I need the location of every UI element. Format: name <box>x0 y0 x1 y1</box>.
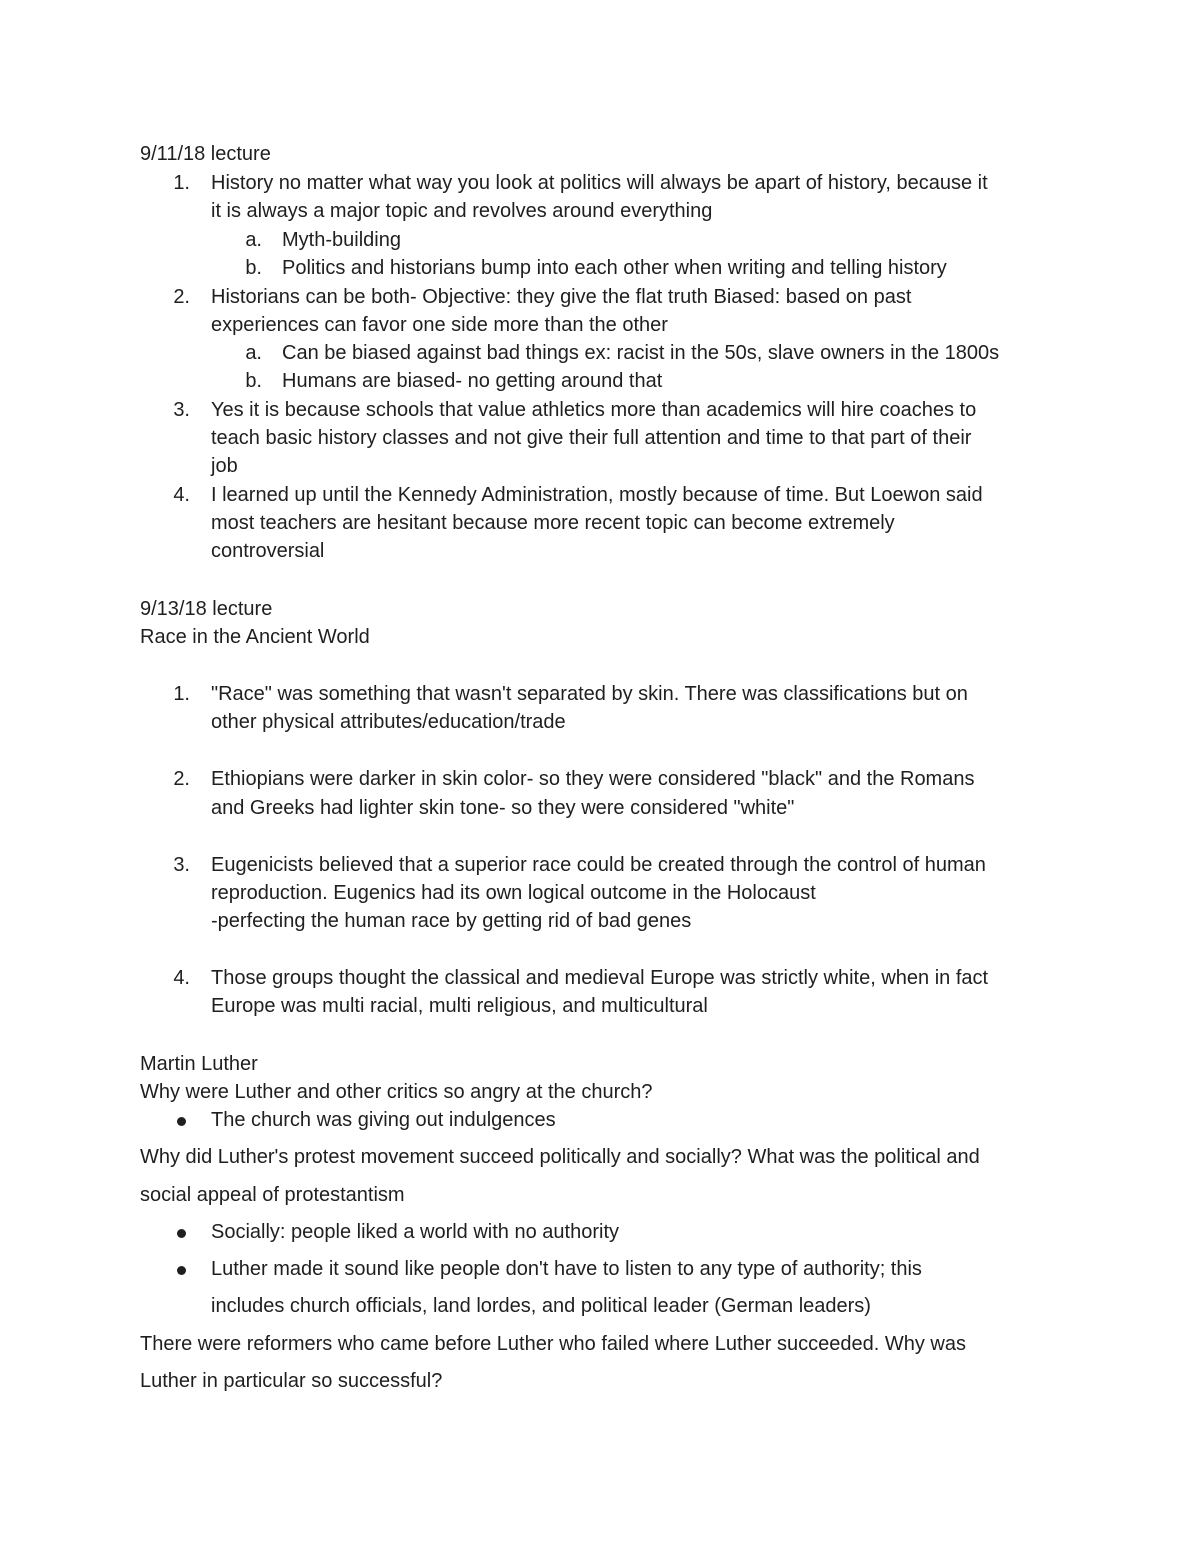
list-item-text: most teachers are hesitant because more recent topic can become extremely <box>211 512 895 534</box>
sublist-item-text: Myth-building <box>282 229 401 251</box>
list-item-text: History no matter what way you look at politics will always be apart of history, because it <box>211 172 988 194</box>
list-number: 3. <box>173 854 190 876</box>
list-item-text: teach basic history classes and not give their full attention and time to that part of their <box>211 427 972 449</box>
bullet-dot <box>177 1117 186 1126</box>
sublist-item-text: Can be biased against bad things ex: racist in the 50s, slave owners in the 1800s <box>282 342 1000 364</box>
list-item-text: it is always a major topic and revolves around everything <box>211 200 713 222</box>
sublist-label: a. <box>245 229 262 251</box>
sublist-label: a. <box>245 342 262 364</box>
list-number: 1. <box>173 172 190 194</box>
question-text: social appeal of protestantism <box>140 1184 405 1206</box>
list-item-text: I learned up until the Kennedy Administration, mostly because of time. But Loewon said <box>211 484 983 506</box>
bullet-dot <box>177 1229 186 1238</box>
section-heading: 9/13/18 lecture <box>140 598 273 620</box>
bullet-dot <box>177 1266 186 1275</box>
list-item-text: Europe was multi racial, multi religious, and multicultural <box>211 995 708 1017</box>
bullet-item-text: includes church officials, land lordes, and political leader (German leaders) <box>211 1295 871 1317</box>
list-number: 4. <box>173 484 190 506</box>
sublist-label: b. <box>245 370 262 392</box>
list-item-text: experiences can favor one side more than the other <box>211 314 668 336</box>
list-number: 2. <box>173 768 190 790</box>
list-item-text: job <box>211 455 238 477</box>
sublist-item-text: Humans are biased- no getting around that <box>282 370 663 392</box>
sublist-label: b. <box>245 257 262 279</box>
list-item-text: and Greeks had lighter skin tone- so they were considered "white" <box>211 797 795 819</box>
list-item-text: Historians can be both- Objective: they give the flat truth Biased: based on past <box>211 286 912 308</box>
list-number: 2. <box>173 286 190 308</box>
list-item-text: other physical attributes/education/trade <box>211 711 566 733</box>
sublist-item-text: Politics and historians bump into each other when writing and telling history <box>282 257 947 279</box>
list-item-text: Those groups thought the classical and medieval Europe was strictly white, when in fact <box>211 967 989 989</box>
list-number: 3. <box>173 399 190 421</box>
list-item-text: "Race" was something that wasn't separated by skin. There was classifications but on <box>211 683 968 705</box>
section-heading: 9/11/18 lecture <box>140 143 271 165</box>
section-subheading: Race in the Ancient World <box>140 626 370 648</box>
bullet-item-text: Luther made it sound like people don't have to listen to any type of authority; this <box>211 1258 922 1280</box>
bullet-item-text: Socially: people liked a world with no authority <box>211 1221 619 1243</box>
list-item-text: Eugenicists believed that a superior race could be created through the control of human <box>211 854 986 876</box>
list-item-text: reproduction. Eugenics had its own logical outcome in the Holocaust <box>211 882 816 904</box>
list-number: 1. <box>173 683 190 705</box>
bullet-item-text: The church was giving out indulgences <box>211 1109 556 1131</box>
question-text: Why did Luther's protest movement succeed politically and socially? What was the political and <box>140 1146 980 1168</box>
section-heading: Martin Luther <box>140 1053 258 1075</box>
question-text: Luther in particular so successful? <box>140 1370 443 1392</box>
question-text: There were reformers who came before Luther who failed where Luther succeeded. Why was <box>140 1333 966 1355</box>
list-item-text: -perfecting the human race by getting rid of bad genes <box>211 910 692 932</box>
list-number: 4. <box>173 967 190 989</box>
list-item-text: Ethiopians were darker in skin color- so they were considered "black" and the Romans <box>211 768 975 790</box>
list-item-text: Yes it is because schools that value athletics more than academics will hire coaches to <box>211 399 977 421</box>
list-item-text: controversial <box>211 540 325 562</box>
question-text: Why were Luther and other critics so angry at the church? <box>140 1081 653 1103</box>
